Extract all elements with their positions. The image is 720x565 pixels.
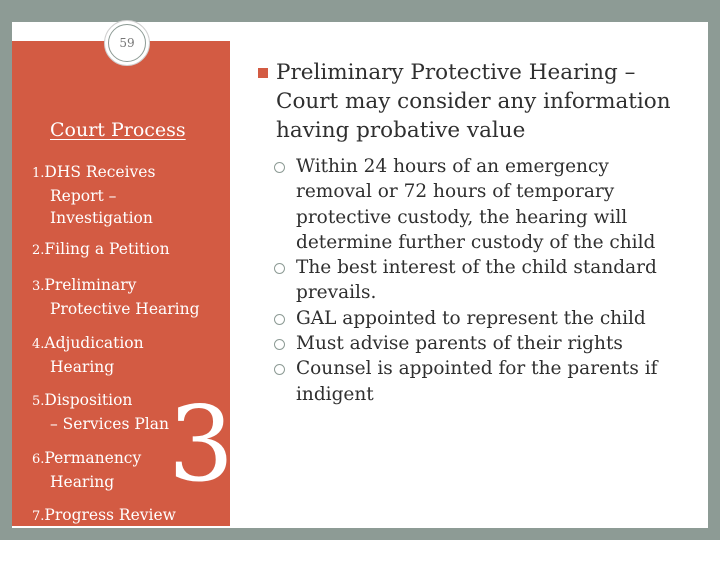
square-bullet-icon [258, 68, 268, 78]
step-number: 1. [32, 166, 45, 181]
sub-bullet-line: determine further custody of the child [296, 231, 656, 253]
circle-bullet-icon [274, 364, 285, 375]
step-text-continued: – Services Plan [50, 415, 169, 433]
sub-bullet-list [274, 154, 684, 407]
step-7 [32, 504, 176, 528]
step-number: 8. [32, 546, 45, 561]
step-text: Case Closed [44, 543, 141, 561]
sub-bullet [274, 154, 684, 255]
step-1 [32, 161, 155, 229]
sub-bullet-line: The best interest of the child standard [296, 257, 657, 279]
step-text: Adjudication [44, 334, 144, 352]
large-step-number: 3 [168, 383, 235, 505]
step-text-continued: Protective Hearing [50, 300, 200, 318]
main-bullet-line: having probative value [276, 118, 526, 143]
sub-bullet-line: Counsel is appointed for the parents if [296, 358, 658, 380]
sub-bullet [274, 255, 684, 306]
main-bullet-line: Court may consider any information [276, 89, 671, 114]
sub-bullet [274, 356, 684, 407]
main-bullet [258, 58, 688, 145]
sub-bullet-line: Within 24 hours of an emergency [296, 156, 609, 177]
step-text: Permanency [44, 449, 142, 467]
sub-bullet-line: prevails. [296, 282, 377, 304]
step-text: Filing a Petition [44, 240, 170, 258]
step-4 [32, 332, 144, 378]
sidebar-title: Court Process [50, 119, 186, 141]
circle-bullet-icon [274, 314, 285, 325]
step-text-continued: Hearing [50, 473, 115, 491]
step-2 [32, 238, 170, 262]
step-text: DHS Receives [44, 163, 156, 181]
slide-number-badge [104, 20, 150, 66]
step-8 [32, 541, 141, 565]
step-text: Progress Review [44, 506, 176, 524]
sub-bullet-line: Must advise parents of their rights [296, 333, 623, 355]
circle-bullet-icon [274, 263, 285, 274]
main-bullet-line: Preliminary Protective Hearing – [276, 60, 636, 85]
top-accent-bar [12, 12, 708, 22]
step-number: 3. [32, 279, 45, 294]
sub-bullet-line: indigent [296, 383, 374, 405]
step-text: Preliminary [44, 276, 137, 294]
step-number: 7. [32, 509, 45, 524]
circle-bullet-icon [274, 339, 285, 350]
step-number: 6. [32, 452, 45, 467]
step-text-continued: Report – [50, 187, 117, 205]
sub-bullet-line: removal or 72 hours of temporary [296, 181, 615, 203]
slide-number: 59 [108, 24, 146, 62]
sub-bullet-line: GAL appointed to represent the child [296, 307, 646, 329]
step-number: 5. [32, 394, 45, 409]
step-text-continued: Hearing [50, 358, 115, 376]
sub-bullet [274, 331, 684, 356]
step-number: 4. [32, 337, 45, 352]
step-3 [32, 274, 200, 320]
circle-bullet-icon [274, 162, 285, 173]
step-6 [32, 447, 141, 493]
step-5 [32, 389, 169, 435]
step-number: 2. [32, 243, 45, 258]
sub-bullet [274, 306, 684, 331]
sub-bullet-line: protective custody, the hearing will [296, 206, 628, 228]
step-text-continued: Investigation [50, 209, 153, 227]
step-text: Disposition [44, 391, 133, 409]
